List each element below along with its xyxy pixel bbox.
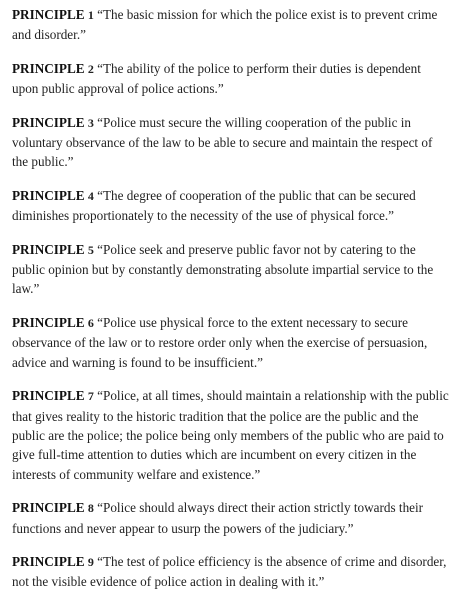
principle-number: 3 [87,115,94,130]
principle-9 [12,552,449,592]
principle-4 [12,186,449,226]
principle-number: 1 [87,8,94,22]
principle-number: 4 [87,188,94,203]
principle-text: “Police use physical force to the extent necessary to secure observance of the law or to restore order only when the exercise of persuasion, advice and warning is found to be insufficient.” [12,314,428,370]
principle-label: PRINCIPLE [12,60,85,76]
principle-number: 6 [87,315,94,330]
principle-number: 5 [87,242,94,257]
principle-number: 2 [87,61,94,76]
principle-text: “Police, at all times, should maintain a relationship with the public that gives reality to the historic tradition that the police are the public and the public are the police; the police being only members of the public who are paid to give full-time attention to duties which are incumbent on every citizen in the interests of community welfare and existence.” [12,388,449,482]
principle-number: 7 [87,389,94,404]
principle-number: 9 [87,554,94,569]
principle-text: “Police should always direct their action strictly towards their functions and never appear to usurp the powers of the judiciary.” [12,500,424,536]
principle-2 [12,59,449,99]
principle-label: PRINCIPLE [12,388,85,404]
principle-3 [12,113,449,172]
principle-label: PRINCIPLE [12,500,85,516]
principle-label: PRINCIPLE [12,314,85,330]
principle-text: “The ability of the police to perform their duties is dependent upon public approval of police actions.” [12,60,421,97]
principle-1 [12,5,449,45]
principle-label: PRINCIPLE [12,7,85,22]
principle-text: “Police seek and preserve public favor not by catering to the public opinion but by constantly demonstrating absolute impartial service to the law.” [12,241,434,297]
principle-number: 8 [87,501,94,516]
principle-text: “The basic mission for which the police exist is to prevent crime and disorder.” [12,7,438,43]
principle-text: “Police must secure the willing cooperation of the public in voluntary observance of the law to be able to secure and maintain the respect of the public.” [12,114,433,170]
principle-6 [12,313,449,372]
principles-list [12,5,449,592]
principle-label: PRINCIPLE [12,553,85,569]
principle-8 [12,498,449,538]
principle-text: “The test of police efficiency is the absence of crime and disorder, not the visible evidence of police action in dealing with it.” [12,553,447,590]
principle-7 [12,386,449,484]
principle-5 [12,240,449,299]
principle-label: PRINCIPLE [12,241,85,257]
principle-label: PRINCIPLE [12,187,85,203]
principle-text: “The degree of cooperation of the public that can be secured diminishes proportionately to the necessity of the use of physical force.” [12,187,416,224]
principle-label: PRINCIPLE [12,114,85,130]
